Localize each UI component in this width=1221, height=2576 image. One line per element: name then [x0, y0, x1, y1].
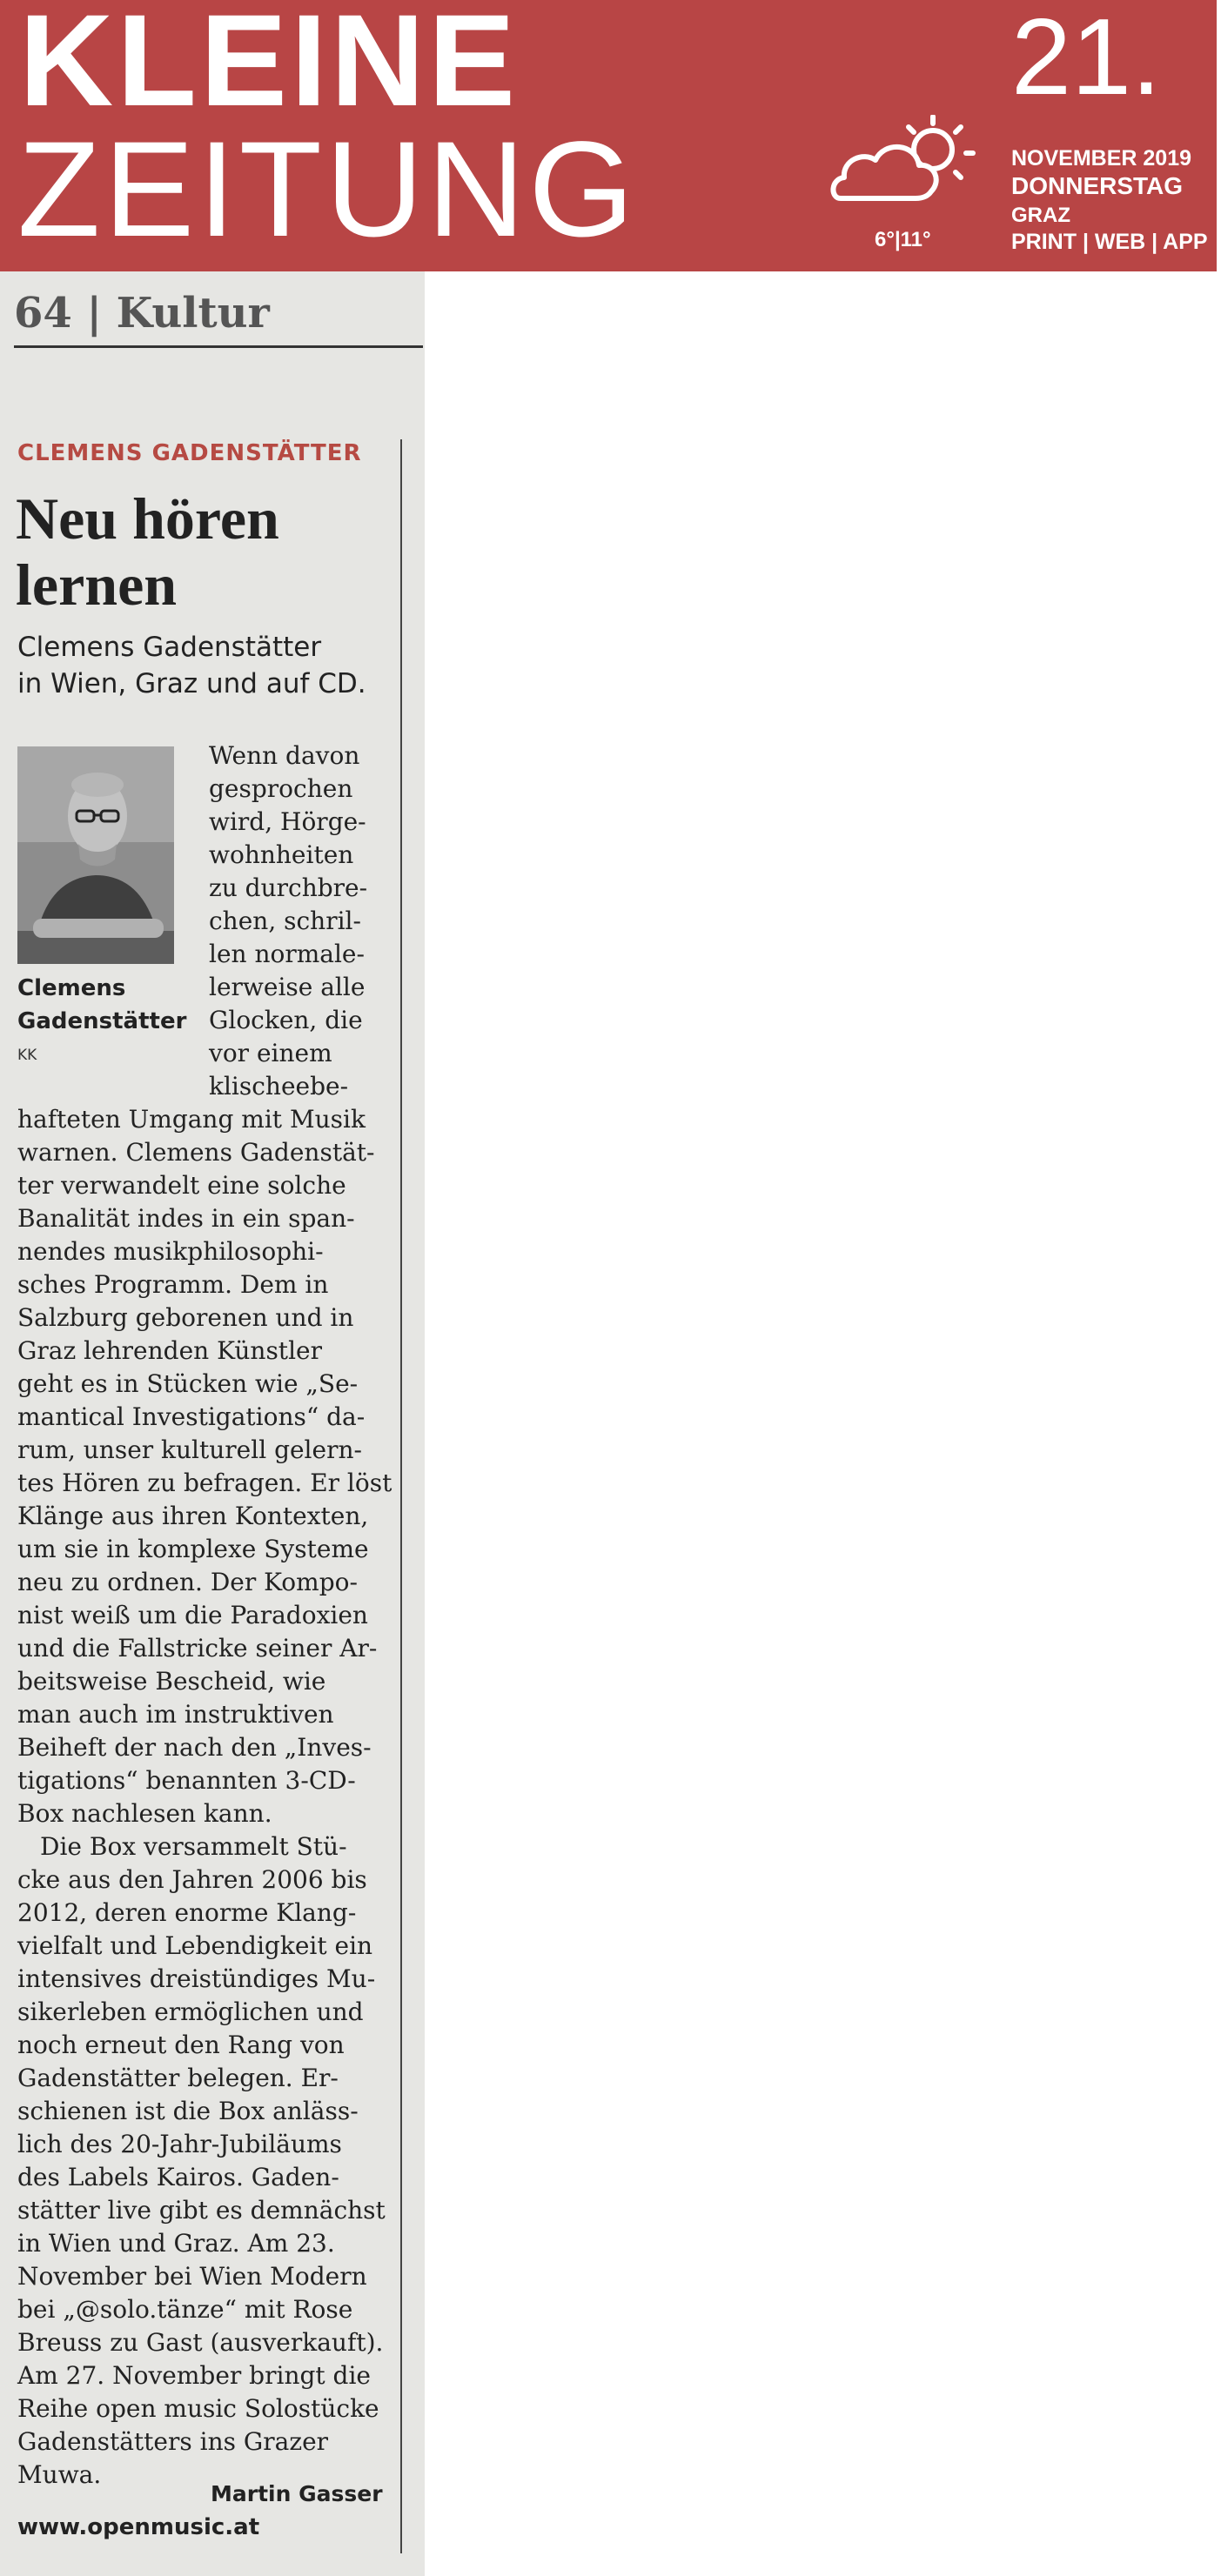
author-byline: Martin Gasser [211, 2481, 383, 2506]
body-line: Gadenstätters ins Grazer [17, 2427, 329, 2456]
body-line: vor einem [209, 1039, 332, 1067]
brand-name-line2: ZEITUNG [17, 114, 638, 265]
body-line: Muwa. [17, 2460, 102, 2489]
body-line: Gadenstätter belegen. Er- [17, 2064, 339, 2092]
body-line: Die Box versammelt Stü- [40, 1832, 347, 1861]
body-line: intensives dreistündiges Mu- [17, 1964, 376, 1993]
body-line: des Labels Kairos. Gaden- [17, 2163, 339, 2191]
brand-name-line1: KLEINE [19, 0, 520, 133]
body-line: Box nachlesen kann. [17, 1799, 272, 1828]
caption-line: Clemens [17, 975, 126, 1001]
issue-day: 21. [1011, 0, 1162, 117]
body-line: nendes musikphilosophi- [17, 1237, 324, 1266]
body-line: tigations“ benannten 3-CD- [17, 1766, 356, 1795]
body-line: noch erneut den Rang von [17, 2031, 345, 2059]
headline-line: Neu hören [16, 485, 279, 552]
body-line: ter verwandelt eine solche [17, 1171, 346, 1200]
edition-city: GRAZ [1011, 204, 1070, 227]
body-line: Wenn davon [209, 741, 360, 770]
body-line: Reihe open music Solostücke [17, 2394, 379, 2423]
body-line: sikerleben ermöglichen und [17, 1997, 364, 2026]
body-line: Banalität indes in ein span- [17, 1204, 355, 1233]
body-line: nist weiß um die Paradoxien [17, 1601, 368, 1629]
body-line: klischeebe- [209, 1072, 349, 1101]
body-line: zu durchbre- [209, 873, 368, 902]
photo-credit: KK [17, 1047, 37, 1064]
partly-cloudy-icon [829, 115, 994, 211]
temperature-range: 6°|11° [875, 228, 931, 251]
masthead [0, 0, 1217, 271]
issue-weekday: DONNERSTAG [1011, 172, 1184, 199]
body-line: um sie in komplexe Systeme [17, 1535, 369, 1563]
subhead-line: in Wien, Graz und auf CD. [17, 667, 366, 699]
body-line: Klänge aus ihren Kontexten, [17, 1502, 369, 1530]
body-line: November bei Wien Modern [17, 2262, 367, 2291]
body-line: wohnheiten [209, 840, 354, 869]
article-body [17, 739, 392, 2492]
body-line: bei „@solo.tänze“ mit Rose [17, 2295, 353, 2324]
article-headline [16, 485, 390, 618]
body-line: geht es in Stücken wie „Se- [17, 1369, 359, 1398]
body-line: warnen. Clemens Gadenstät- [17, 1138, 375, 1167]
caption-line: Gadenstätter [17, 1007, 187, 1034]
section-divider [14, 345, 423, 348]
platforms: PRINT | WEB | APP [1011, 230, 1208, 254]
headline-line: lernen [16, 552, 178, 619]
body-line: stätter live gibt es demnächst [17, 2196, 386, 2225]
body-line: sches Programm. Dem in [17, 1270, 329, 1299]
body-line: und die Fallstricke seiner Ar- [17, 1634, 378, 1663]
body-line: tes Hören zu befragen. Er löst [17, 1469, 392, 1497]
body-line: man auch im instruktiven [17, 1700, 334, 1729]
body-line: Graz lehrenden Künstler [17, 1336, 322, 1365]
article-subhead [17, 630, 392, 703]
body-line: lich des 20-Jahr-Jubiläums [17, 2130, 342, 2158]
body-line: chen, schril- [209, 907, 361, 935]
body-line: Salzburg geborenen und in [17, 1303, 354, 1332]
body-line: Am 27. November bringt die [17, 2361, 371, 2390]
body-line: Beiheft der nach den „Inves- [17, 1733, 372, 1762]
body-line: len normale- [209, 940, 365, 968]
body-line: Glocken, die [209, 1006, 363, 1034]
article-url[interactable]: www.openmusic.at [17, 2514, 260, 2540]
section-header: 64 | Kultur [14, 289, 270, 338]
body-line: cke aus den Jahren 2006 bis [17, 1865, 367, 1894]
column-divider [400, 439, 402, 2553]
body-line: hafteten Umgang mit Musik [17, 1105, 366, 1134]
body-line: Breuss zu Gast (ausverkauft). [17, 2328, 384, 2357]
subhead-line: Clemens Gadenstätter [17, 632, 322, 663]
body-line: 2012, deren enorme Klang- [17, 1898, 357, 1927]
issue-month-year: NOVEMBER 2019 [1011, 146, 1192, 171]
body-line: gesprochen [209, 774, 353, 803]
body-line: wird, Hörge- [209, 807, 366, 836]
body-line: mantical Investigations“ da- [17, 1402, 366, 1431]
body-line: vielfalt und Lebendigkeit ein [17, 1931, 373, 1960]
body-line: neu zu ordnen. Der Kompo- [17, 1568, 358, 1596]
body-line: beitsweise Bescheid, wie [17, 1667, 326, 1696]
body-line: lerweise alle [209, 973, 366, 1001]
article-kicker: CLEMENS GADENSTÄTTER [17, 440, 362, 466]
body-line: in Wien und Graz. Am 23. [17, 2229, 335, 2258]
body-line: schienen ist die Box anläss- [17, 2097, 359, 2125]
body-line: rum, unser kulturell gelern- [17, 1435, 362, 1464]
